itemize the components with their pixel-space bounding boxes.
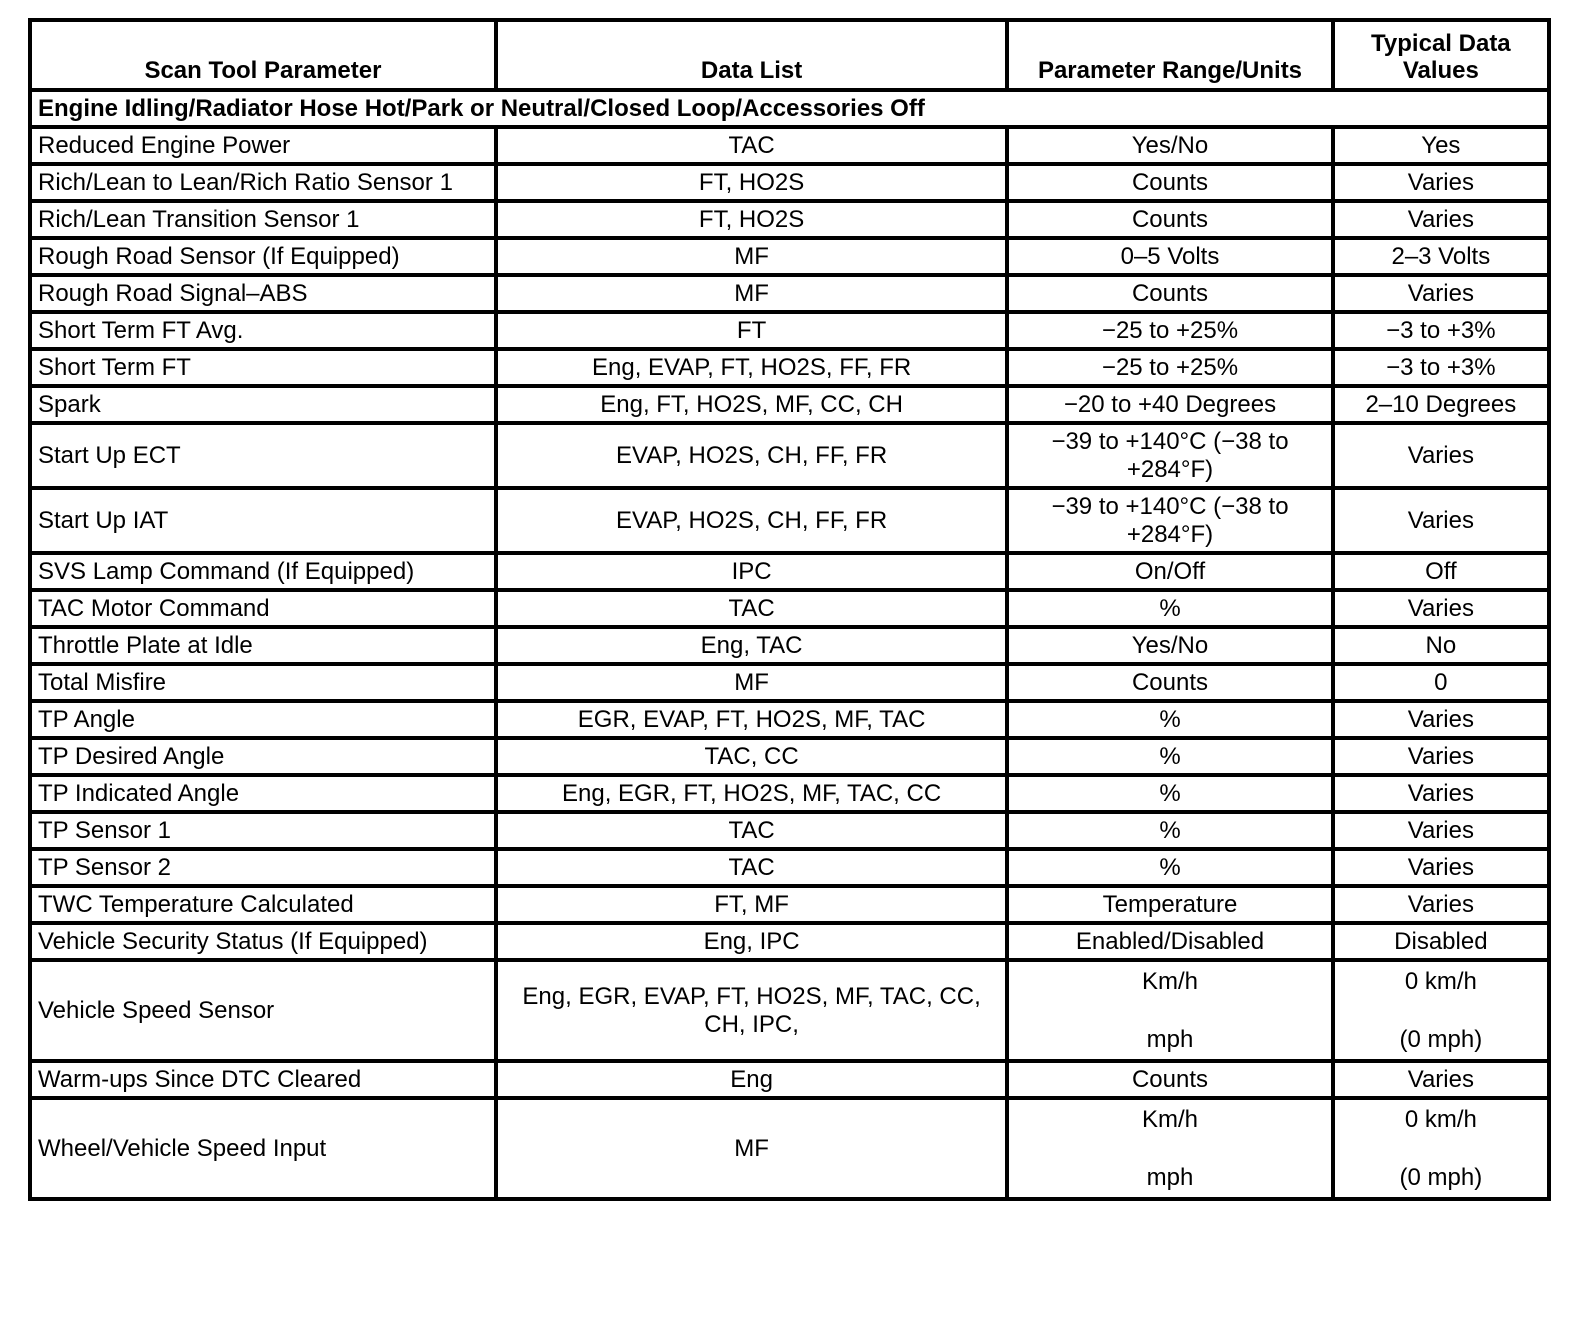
- typical-cell: Varies: [1333, 164, 1549, 201]
- range-cell: Counts: [1007, 201, 1332, 238]
- table-row: [30, 553, 1549, 590]
- data-list-cell: Eng, EGR, FT, HO2S, MF, TAC, CC: [496, 775, 1007, 812]
- param-cell: SVS Lamp Command (If Equipped): [30, 553, 496, 590]
- param-cell: Wheel/Vehicle Speed Input: [30, 1098, 496, 1199]
- section-row: [30, 90, 1549, 127]
- param-cell: Short Term FT Avg.: [30, 312, 496, 349]
- data-list-cell: FT, HO2S: [496, 164, 1007, 201]
- typical-cell: Varies: [1333, 701, 1549, 738]
- range-cell: %: [1007, 812, 1332, 849]
- range-value-metric: Km/h: [1141, 967, 1198, 995]
- data-list-cell: FT: [496, 312, 1007, 349]
- param-cell: Start Up IAT: [30, 488, 496, 553]
- data-list-cell: Eng, FT, HO2S, MF, CC, CH: [496, 386, 1007, 423]
- data-list-cell: MF: [496, 238, 1007, 275]
- data-list-cell: Eng, EGR, EVAP, FT, HO2S, MF, TAC, CC, CH, IPC,: [496, 960, 1007, 1061]
- table-row: [30, 312, 1549, 349]
- param-cell: Reduced Engine Power: [30, 127, 496, 164]
- range-cell: Counts: [1007, 664, 1332, 701]
- range-cell: [1007, 1098, 1332, 1199]
- range-cell: %: [1007, 849, 1332, 886]
- range-cell: −25 to +25%: [1007, 349, 1332, 386]
- typical-cell: Varies: [1333, 849, 1549, 886]
- typical-cell: [1333, 960, 1549, 1061]
- param-cell: TP Desired Angle: [30, 738, 496, 775]
- param-cell: TAC Motor Command: [30, 590, 496, 627]
- typical-cell: Yes: [1333, 127, 1549, 164]
- param-cell: TP Sensor 1: [30, 812, 496, 849]
- typical-cell: Varies: [1333, 590, 1549, 627]
- param-cell: Vehicle Speed Sensor: [30, 960, 496, 1061]
- range-cell: −39 to +140°C (−38 to +284°F): [1007, 423, 1332, 488]
- table-row: [30, 127, 1549, 164]
- range-cell: On/Off: [1007, 553, 1332, 590]
- table-row: [30, 275, 1549, 312]
- table-row: [30, 886, 1549, 923]
- table-row: [30, 1098, 1549, 1199]
- data-list-cell: TAC, CC: [496, 738, 1007, 775]
- range-cell: Yes/No: [1007, 127, 1332, 164]
- param-cell: Warm-ups Since DTC Cleared: [30, 1061, 496, 1098]
- table-row: [30, 164, 1549, 201]
- range-cell: −25 to +25%: [1007, 312, 1332, 349]
- typical-cell: Varies: [1333, 738, 1549, 775]
- param-cell: Rough Road Sensor (If Equipped): [30, 238, 496, 275]
- range-cell: Counts: [1007, 164, 1332, 201]
- typical-value-metric: 0 km/h: [1404, 967, 1477, 995]
- table-row: [30, 701, 1549, 738]
- param-cell: Rough Road Signal–ABS: [30, 275, 496, 312]
- data-list-cell: IPC: [496, 553, 1007, 590]
- param-cell: Short Term FT: [30, 349, 496, 386]
- data-list-cell: EVAP, HO2S, CH, FF, FR: [496, 488, 1007, 553]
- typical-cell: Varies: [1333, 812, 1549, 849]
- range-cell: Temperature: [1007, 886, 1332, 923]
- param-cell: TP Sensor 2: [30, 849, 496, 886]
- typical-cell: Varies: [1333, 201, 1549, 238]
- range-cell: [1007, 960, 1332, 1061]
- typical-cell: Disabled: [1333, 923, 1549, 960]
- range-cell: −39 to +140°C (−38 to +284°F): [1007, 488, 1332, 553]
- typical-cell: Off: [1333, 553, 1549, 590]
- data-list-cell: Eng, IPC: [496, 923, 1007, 960]
- typical-cell: Varies: [1333, 488, 1549, 553]
- data-list-cell: Eng, EVAP, FT, HO2S, FF, FR: [496, 349, 1007, 386]
- data-list-cell: MF: [496, 664, 1007, 701]
- header-data-list: Data List: [496, 20, 1007, 90]
- param-cell: TWC Temperature Calculated: [30, 886, 496, 923]
- param-cell: Start Up ECT: [30, 423, 496, 488]
- typical-cell: Varies: [1333, 275, 1549, 312]
- param-cell: TP Indicated Angle: [30, 775, 496, 812]
- data-list-cell: TAC: [496, 812, 1007, 849]
- typical-cell: Varies: [1333, 1061, 1549, 1098]
- table-row: [30, 627, 1549, 664]
- range-cell: Counts: [1007, 275, 1332, 312]
- header-scan-tool-parameter: Scan Tool Parameter: [30, 20, 496, 90]
- range-cell: %: [1007, 775, 1332, 812]
- document-page: [28, 18, 1551, 1201]
- param-cell: Total Misfire: [30, 664, 496, 701]
- typical-cell: −3 to +3%: [1333, 349, 1549, 386]
- data-list-cell: FT, MF: [496, 886, 1007, 923]
- section-title: Engine Idling/Radiator Hose Hot/Park or Neutral/Closed Loop/Accessories Off: [30, 90, 1549, 127]
- typical-value-imperial: (0 mph): [1399, 1163, 1483, 1191]
- range-cell: Yes/No: [1007, 627, 1332, 664]
- data-list-cell: TAC: [496, 127, 1007, 164]
- range-cell: 0–5 Volts: [1007, 238, 1332, 275]
- range-cell: −20 to +40 Degrees: [1007, 386, 1332, 423]
- table-row: [30, 386, 1549, 423]
- table-row: [30, 201, 1549, 238]
- range-cell: %: [1007, 701, 1332, 738]
- data-list-cell: MF: [496, 275, 1007, 312]
- range-value-imperial: mph: [1146, 1025, 1194, 1053]
- header-typical-data-values: Typical Data Values: [1333, 20, 1549, 90]
- table-row: [30, 423, 1549, 488]
- scan-tool-data-table: [28, 18, 1551, 1201]
- table-row: [30, 812, 1549, 849]
- typical-cell: [1333, 1098, 1549, 1199]
- data-list-cell: FT, HO2S: [496, 201, 1007, 238]
- table-row: [30, 960, 1549, 1061]
- range-cell: Counts: [1007, 1061, 1332, 1098]
- range-cell: %: [1007, 738, 1332, 775]
- data-list-cell: TAC: [496, 849, 1007, 886]
- typical-cell: Varies: [1333, 886, 1549, 923]
- table-row: [30, 590, 1549, 627]
- typical-cell: 0: [1333, 664, 1549, 701]
- table-header-row: [30, 20, 1549, 90]
- range-value-imperial: mph: [1146, 1163, 1194, 1191]
- data-list-cell: Eng, TAC: [496, 627, 1007, 664]
- data-list-cell: EGR, EVAP, FT, HO2S, MF, TAC: [496, 701, 1007, 738]
- typical-value-imperial: (0 mph): [1399, 1025, 1483, 1053]
- table-row: [30, 923, 1549, 960]
- data-list-cell: TAC: [496, 590, 1007, 627]
- param-cell: Rich/Lean Transition Sensor 1: [30, 201, 496, 238]
- range-value-metric: Km/h: [1141, 1105, 1198, 1133]
- typical-cell: 2–10 Degrees: [1333, 386, 1549, 423]
- param-cell: Rich/Lean to Lean/Rich Ratio Sensor 1: [30, 164, 496, 201]
- table-row: [30, 349, 1549, 386]
- range-cell: Enabled/Disabled: [1007, 923, 1332, 960]
- table-row: [30, 849, 1549, 886]
- table-row: [30, 738, 1549, 775]
- data-list-cell: Eng: [496, 1061, 1007, 1098]
- table-row: [30, 1061, 1549, 1098]
- typical-cell: 2–3 Volts: [1333, 238, 1549, 275]
- table-row: [30, 664, 1549, 701]
- param-cell: Throttle Plate at Idle: [30, 627, 496, 664]
- data-list-cell: EVAP, HO2S, CH, FF, FR: [496, 423, 1007, 488]
- param-cell: Spark: [30, 386, 496, 423]
- typical-cell: No: [1333, 627, 1549, 664]
- range-cell: %: [1007, 590, 1332, 627]
- header-parameter-range-units: Parameter Range/Units: [1007, 20, 1332, 90]
- param-cell: Vehicle Security Status (If Equipped): [30, 923, 496, 960]
- typical-cell: Varies: [1333, 775, 1549, 812]
- table-row: [30, 488, 1549, 553]
- param-cell: TP Angle: [30, 701, 496, 738]
- table-row: [30, 775, 1549, 812]
- typical-cell: −3 to +3%: [1333, 312, 1549, 349]
- typical-cell: Varies: [1333, 423, 1549, 488]
- typical-value-metric: 0 km/h: [1404, 1105, 1477, 1133]
- data-list-cell: MF: [496, 1098, 1007, 1199]
- table-row: [30, 238, 1549, 275]
